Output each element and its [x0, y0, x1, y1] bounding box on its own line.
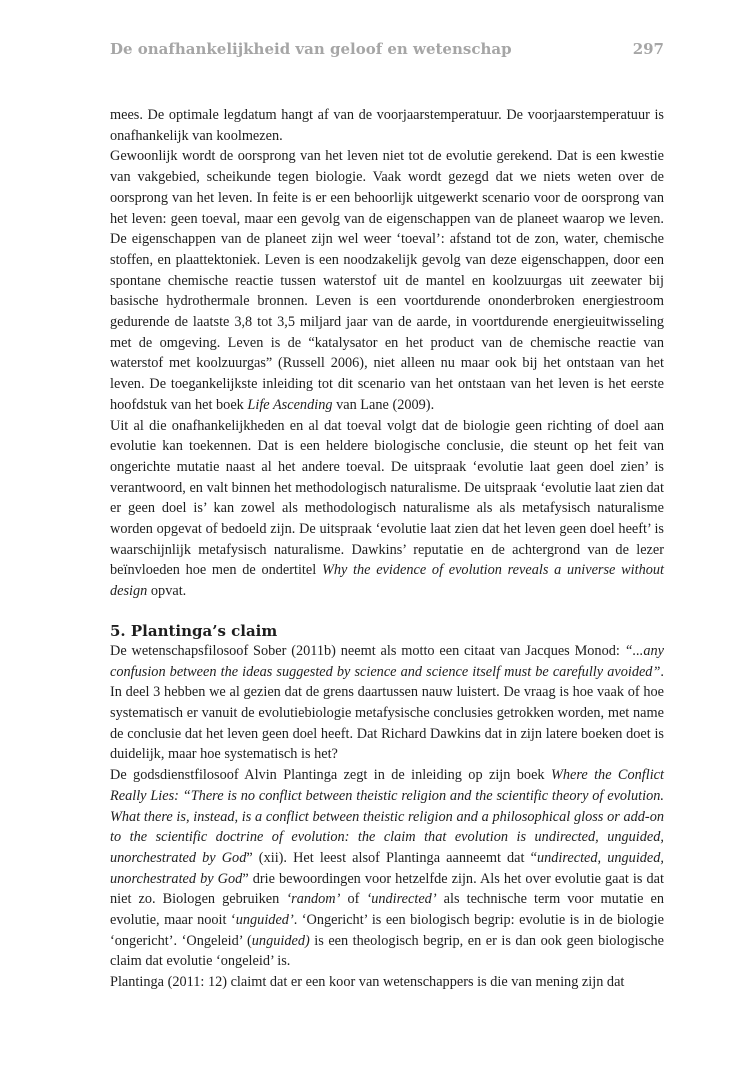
paragraph-5-text-d: of — [340, 891, 367, 908]
paragraph-6 — [110, 972, 664, 993]
paragraph-5-text-b: ” (xii). Het leest alsof Plantinga aanneemt dat “ — [246, 849, 537, 866]
paragraph-4-text-a: De wetenschapsfilosoof Sober (2011b) neemt als motto een citaat van Jacques Monod: — [110, 642, 625, 659]
paragraph-2 — [110, 146, 664, 415]
paragraph-5-text-a: De godsdienstfilosoof Alvin Plantinga zegt in de inleiding op zijn boek — [110, 767, 551, 784]
monod-quote: “...any confusion between the ideas suggested by science and science itself must be carefully avoided” — [110, 642, 664, 680]
running-header — [110, 40, 664, 62]
section-heading: 5. Plantinga’s claim — [110, 621, 278, 640]
paragraph-6-text: Plantinga (2011: 12) claimt dat er een koor van wetenschappers is die van mening zijn dat — [110, 974, 625, 991]
paragraph-5 — [110, 765, 664, 972]
running-header-title: De onafhankelijkheid van geloof en wetenschap — [110, 40, 512, 58]
paragraph-5-text-g: is een theologisch begrip, en er is dan ook geen biologische claim dat evolutie ‘ongeleid’ is. — [110, 932, 664, 970]
paragraph-5-text-e: als technische term voor mutatie en evolutie, maar nooit ‘ — [110, 891, 665, 929]
subtitle-quote: Why the evidence of evolution reveals a universe without design — [110, 562, 664, 600]
paragraph-5-text-f: . ‘Ongericht’ is een biologisch begrip: evolutie is in de biologie ‘ongericht’. ‘Ongeleid’ ( — [110, 912, 664, 949]
paragraph-1-text: mees. De optimale legdatum hangt af van de voorjaarstemperatuur. De voorjaarstemperatuur is onafhankelijk van koolmezen. — [110, 107, 664, 144]
paragraph-3-text-a: Uit al die onafhankelijkheden en al dat toeval volgt dat de biologie geen richting of doel aan evolutie kan toekennen. Dat is een heldere biologische conclusie, die steunt op het feit van ongerichte mutatie naast al het andere toeval. De uitspraak ‘evolutie laat geen doel zien’ is verantwoord, en valt binnen het methodologisch naturalisme. De uitspraak ‘evolutie laat zien dat er geen doel is’ kan zowel als methodologisch naturalisme als als metafysisch naturalisme worden opgevat of bedoeld zijn. De uitspraak ‘evolutie laat zien dat het leven geen doel heeft’ is waarschijnlijk metafysisch naturalisme. Dawkins’ reputatie en de achtergrond van de lezer beïnvloeden hoe men de ondertitel — [110, 417, 664, 579]
paragraph-4-text-b: . In deel 3 hebben we al gezien dat de grens daartussen nauw luistert. De vraag is hoe vaak of hoe systematisch er vanuit de evolutiebiologie metafysische conclusies getrokken worden, met name de conclusie dat het leven geen doel heeft. Dat Richard Dawkins dat in zijn latere boeken doet is duidelijk, maar hoe systematisch is het? — [110, 663, 664, 763]
paragraph-3 — [110, 416, 664, 602]
book-title-life-ascending: Life Ascending — [247, 396, 333, 413]
paragraph-5-text-c: ” drie bewoordingen voor hetzelfde zijn. Als het over evolutie gaat is dat niet zo. Biologen gebruiken — [110, 870, 665, 908]
body-text — [110, 105, 664, 993]
page-number: 297 — [632, 40, 664, 58]
plantinga-quote: Where the Conflict Really Lies: “There is no conflict between theistic religion and the scientific theory of evolution. What there is, instead, is a conflict between theistic religion and a philosophical gloss or add-on to the scientific doctrine of evolution: the claim that evolution is undirected, unguided, unorchestrated by God — [110, 767, 664, 866]
term-random: ‘random’ — [286, 891, 341, 908]
paragraph-4 — [110, 641, 664, 765]
paragraph-3-text-b: opvat. — [147, 583, 187, 600]
term-undirected: ‘undirected’ — [366, 891, 437, 908]
plantinga-phrase: undirected, unguided, unorchestrated by God — [110, 849, 665, 887]
paragraph-1 — [110, 105, 664, 146]
term-unguided: unguided’ — [235, 912, 294, 929]
term-unguided-paren: unguided) — [251, 932, 310, 949]
paragraph-2-text-b: van Lane (2009). — [332, 396, 435, 413]
paragraph-2-text-a: Gewoonlijk wordt de oorsprong van het leven niet tot de evolutie gerekend. Dat is een kwestie van vakgebied, scheikunde tegen biologie. Vaak wordt gezegd dat we niets weten over de oorsprong van het leven. In feite is er een behoorlijk uitgewerkt scenario voor de oorsprong van het leven: geen toeval, maar een gevolg van de eigenschappen van de planeet waarop we leven. De eigenschappen van de planeet zijn wel weer ‘toeval’: afstand tot de zon, water, chemische stoffen, en plaattektoniek. Leven is een noodzakelijk gevolg van deze eigenschappen, door een spontane chemische reactie tussen waterstof uit de mantel en koolzuurgas uit zeewater bij basische hydrothermale bronnen. Leven is een voortdurende ononderbroken energiestroom gedurende de laatste 3,8 tot 3,5 miljard jaar van de aarde, in voortdurende energieuitwisseling met de omgeving. Leven is de “katalysator en het product van de chemische reactie van waterstof met koolzuurgas” (Russell 2006), niet alleen nu maar ook bij het ontstaan van het leven. De toegankelijkste inleiding tot dit scenario van het ontstaan van het leven is het eerste hoofdstuk van het boek — [110, 148, 664, 413]
